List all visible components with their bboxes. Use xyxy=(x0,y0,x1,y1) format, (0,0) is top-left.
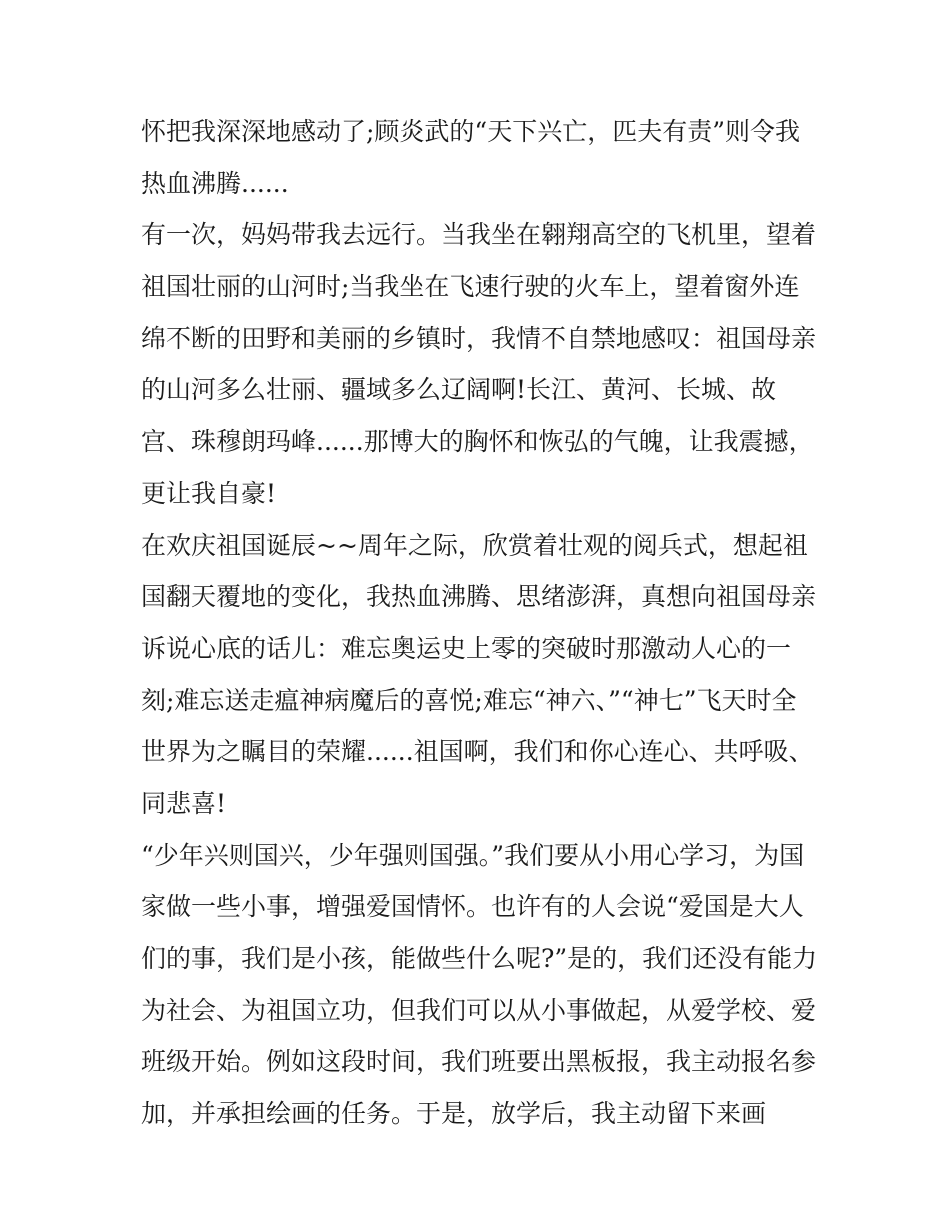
text-line: 们的事，我们是小孩，能做些什么呢?”是的，我们还没有能力 xyxy=(141,944,818,973)
text-line: 世界为之瞩目的荣耀......祖国啊，我们和你心连心、共呼吸、 xyxy=(141,737,814,767)
text-line: “少年兴则国兴，少年强则国强。”我们要从小用心学习，为国 xyxy=(141,840,805,870)
text-line: 怀把我深深地感动了;顾炎武的“天下兴亡，匹夫有责”则令我 xyxy=(141,117,800,146)
text-line: 刻;难忘送走瘟神病魔后的喜悦;难忘“神六、”“神七”飞天时全 xyxy=(141,685,797,715)
text-line: 班级开始。例如这段时间，我们班要出黑板报，我主动报名参 xyxy=(141,1047,817,1077)
text-line: 绵不断的田野和美丽的乡镇时，我情不自禁地感叹：祖国母亲 xyxy=(141,323,817,353)
text-line: 家做一些小事，增强爱国情怀。也许有的人会说“爱国是大人 xyxy=(141,892,804,922)
text-line: 的山河多么壮丽、疆域多么辽阔啊!长江、黄河、长城、故 xyxy=(141,375,777,405)
text-line: 宫、珠穆朗玛峰......那博大的胸怀和恢弘的气魄，让我震撼， xyxy=(141,427,814,457)
text-line: 国翻天覆地的变化，我热血沸腾、思绪澎湃，真想向祖国母亲 xyxy=(141,582,817,612)
text-line: 祖国壮丽的山河时;当我坐在飞速行驶的火车上，望着窗外连 xyxy=(141,272,800,302)
text-line: 加，并承担绘画的任务。于是，放学后，我主动留下来画 xyxy=(141,1099,767,1129)
text-line: 更让我自豪! xyxy=(141,478,277,508)
text-line: 热血沸腾...... xyxy=(141,168,289,198)
text-line: 同悲喜! xyxy=(141,788,227,818)
text-line: 为社会、为祖国立功，但我们可以从小事做起，从爱学校、爱 xyxy=(141,995,817,1025)
text-line: 在欢庆祖国诞辰~~周年之际，欣赏着壮观的阅兵式，想起祖 xyxy=(141,530,808,560)
essay-body xyxy=(141,106,831,1140)
text-line: 有一次，妈妈带我去远行。当我坐在翱翔高空的飞机里，望着 xyxy=(141,220,817,250)
text-line: 诉说心底的话儿：难忘奥运史上零的突破时那激动人心的一 xyxy=(141,633,792,663)
